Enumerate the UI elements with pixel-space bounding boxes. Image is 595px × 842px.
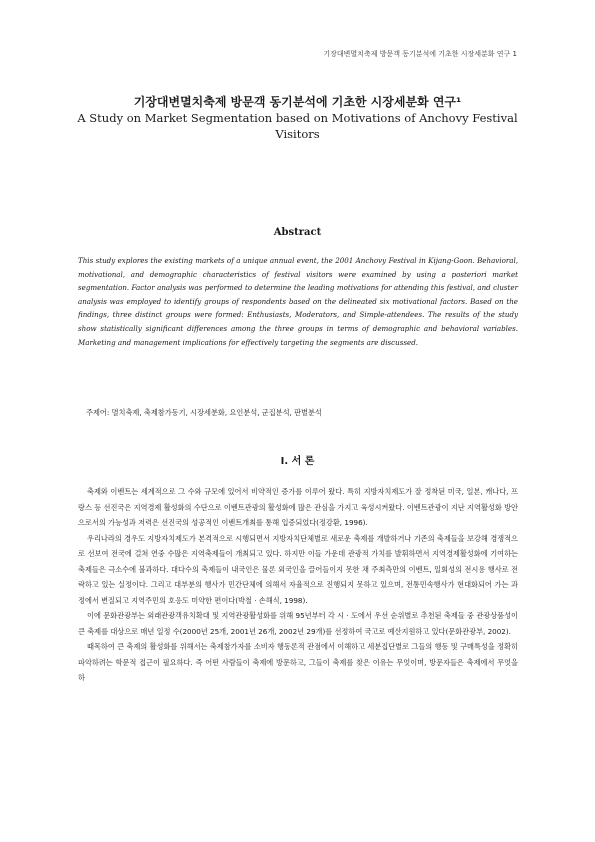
keywords-line bbox=[86, 408, 526, 418]
keywords-label: 주제어: bbox=[86, 408, 110, 417]
english-title: A Study on Market Segmentation based on Motivations of Anchovy Festival Visitors bbox=[77, 111, 518, 141]
section-heading: Ⅰ. 서 론 bbox=[280, 456, 315, 467]
running-head: 기장대변멸치축제 방문객 동기분석에 기초한 시장세분화 연구 1 bbox=[323, 50, 517, 58]
title-block bbox=[60, 94, 535, 142]
abstract-body: This study explores the existing markets of a unique annual event, the 2001 Anchovy Festival in Kijang-Goon. Behavioral, motivational, and demographic characteristics of festival visitors were examined by using a posteriori market segmentation. Factor analysis was performed to determine the leading motivations for attending this festival, and cluster analysis was employed to identify groups of respondents based on the delineated six motivational factors. Based on the findings, three distinct groups were formed: Enthusiasts, Moderators, and Simple-attendees. The results of the study show statistically significant differences among the three groups in terms of demographic and behavioral variables. Marketing and management implications for effectively targeting the segments are discussed. bbox=[78, 256, 518, 347]
korean-title: 기장대변멸치축제 방문객 동기분석에 기초한 시장세분화 연구¹ bbox=[133, 95, 462, 109]
keywords-terms: 멸치축제, 축제참가동기, 시장세분화, 요인분석, 군집분석, 판별분석 bbox=[111, 408, 322, 417]
abstract-heading: Abstract bbox=[273, 227, 322, 238]
section-body bbox=[78, 484, 518, 686]
body-paragraph: 우리나라의 경우도 지방자치제도가 본격적으로 시행되면서 지방자치단체별로 새로운 축제를 개발하거나 기존의 축제들을 보강해 경쟁적으로 선보여 전국에 걸쳐 연중 수많은 지역축제들이 개최되고 있다. 하지만 이들 가운데 관광적 가치를 발휘하면서 지역경제활성화에 기여하는 축제들은 극소수에 불과하다. 대다수의 축제들이 내국인은 물론 외국인을 끌어들이지 못한 채 주최측만의 이벤트, 일회성의 전시용 행사로 전락하고 있는 실정이다. 그리고 대부분의 행사가 민간단체에 의해서 자율적으로 진행되지 못하고 있으며, 전통민속행사가 현대화되어 가는 과정에서 변질되고 지역주민의 호응도 미약한 편이다(박철 · 손해식, 1998). bbox=[78, 533, 518, 605]
body-paragraph: 축제와 이벤트는 세계적으로 그 수와 규모에 있어서 비약적인 증가를 이루어 왔다. 특히 지방자치제도가 잘 정착된 미국, 일본, 캐나다, 프랑스 등 선진국은 지역경제 활성화의 수단으로 이벤트관광의 활성화에 많은 관심을 가지고 육성시켜왔다. 이벤트관광이 지난 지역활성화 방안으로서의 가능성과 저력은 선진국의 성공적인 이벤트개최를 통해 입증되었다(정강환, 1996). bbox=[78, 487, 518, 527]
body-paragraph: 이에 문화관광부는 외래관광객유치확대 및 지역관광활성화를 위해 95년부터 각 시 · 도에서 우선 순위별로 추천된 축제들 중 관광상품성이 큰 축제를 대상으로 매년 일정 수(2000년 25개, 2001년 26개, 2002년 29개)를 선정하여 국고로 예산지원하고 있다(문화관광부, 2002). bbox=[78, 611, 518, 636]
body-paragraph: 때목하여 큰 축제의 활성화를 위해서는 축제참가자를 소비자 행동론적 관점에서 이해하고 세분집단별로 그들의 행동 및 구매특성을 정확히 파악하려는 학문적 접근이 필요하다. 즉 어떤 사람들이 축제에 방문하고, 그들이 축제를 찾은 이유는 무엇이며, 방문자들은 축제에서 무엇을 하 bbox=[78, 642, 518, 682]
